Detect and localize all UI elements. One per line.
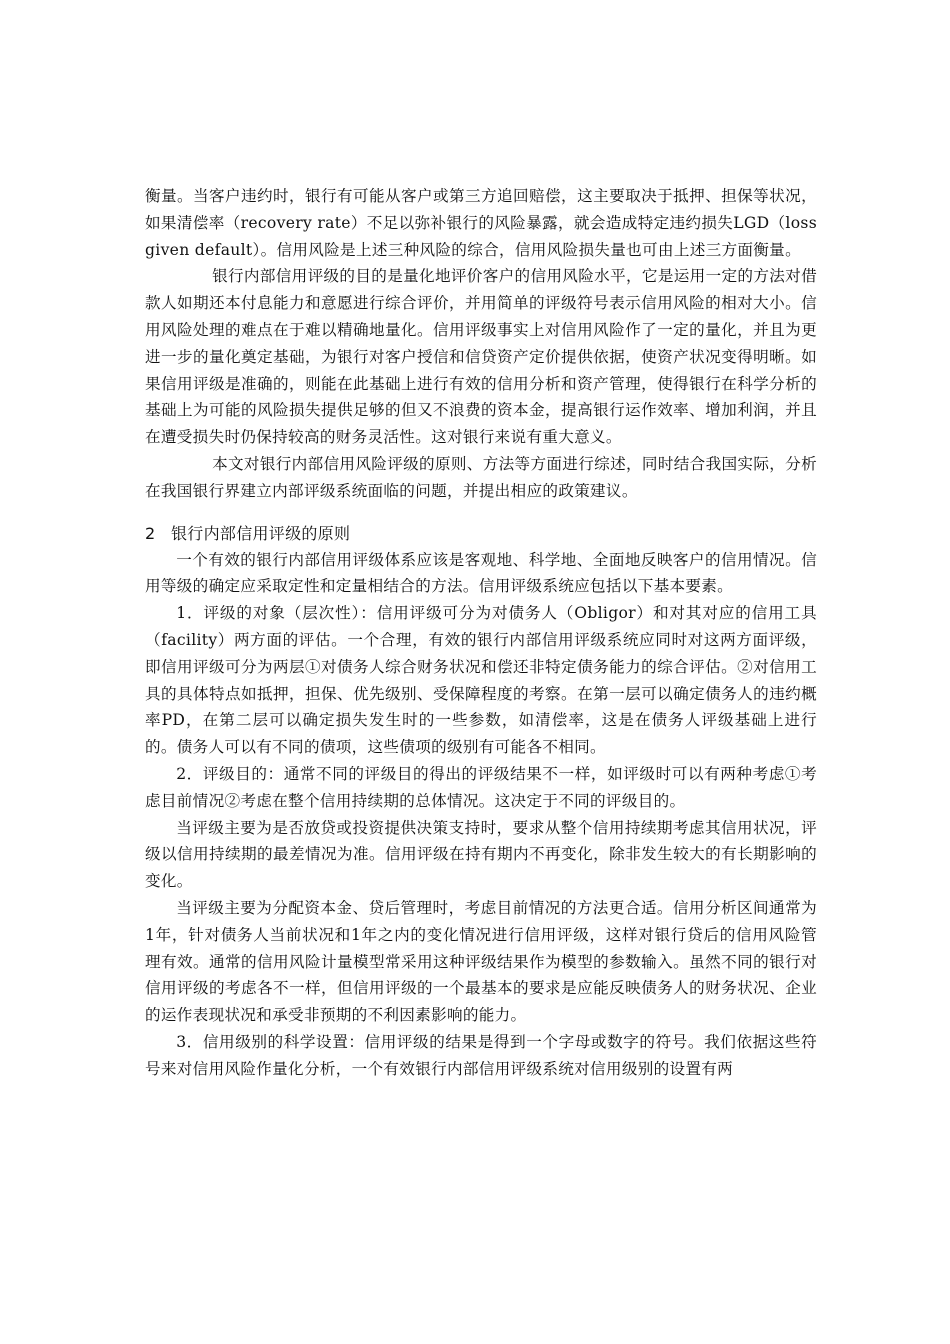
paragraph-intro-1: 衡量。当客户违约时，银行有可能从客户或第三方追回赔偿，这主要取决于抵押、担保等状况，如果清偿率（recovery rate）不足以弥补银行的风险暴露，就会造成特定违约损失LGD（loss given default）。信用风险是上述三种风险的综合，信用风险损失量也可由上述三方面衡量。 [145,187,817,259]
paragraph-section-6: 3．信用级别的科学设置：信用评级的结果是得到一个字母或数字的符号。我们依据这些符号来对信用风险作量化分析，一个有效银行内部信用评级系统对信用级别的设置有两 [145,1032,817,1078]
paragraph-section-3: 2．评级目的：通常不同的评级目的得出的评级结果不一样，如评级时可以有两种考虑①考虑目前情况②考虑在整个信用持续期的总体情况。这决定于不同的评级目的。 [145,764,817,810]
paragraph-intro-2: 银行内部信用评级的目的是量化地评价客户的信用风险水平，它是运用一定的方法对借款人如期还本付息能力和意愿进行综合评价，并用简单的评级符号表示信用风险的相对大小。信用风险处理的难点在于难以精确地量化。信用评级事实上对信用风险作了一定的量化，并且为更进一步的量化奠定基础，为银行对客户授信和信贷资产定价提供依据，使资产状况变得明晰。如果信用评级是准确的，则能在此基础上进行有效的信用分析和资产管理，使得银行在科学分析的基础上为可能的风险损失提供足够的但又不浪费的资本金，提高银行运作效率、增加利润，并且在遭受损失时仍保持较高的财务灵活性。这对银行来说有重大意义。 [145,267,817,447]
paragraph-section-5: 当评级主要为分配资本金、贷后管理时，考虑目前情况的方法更合适。信用分析区间通常为1年，针对债务人当前状况和1年之内的变化情况进行信用评级，这样对银行贷后的信用风险管理有效。通常的信用风险计量模型常采用这种评级结果作为模型的参数输入。虽然不同的银行对信用评级的考虑各不一样，但信用评级的一个最基本的要求是应能反映债务人的财务状况、企业的运作表现状况和承受非预期的不利因素影响的能力。 [145,898,817,1025]
section-number: 2 [145,523,156,543]
section-title: 银行内部信用评级的原则 [171,523,351,543]
section-heading [145,521,817,547]
document-body [145,183,817,1083]
paragraph-section-2: 1．评级的对象（层次性）：信用评级可分为对债务人（Obligor）和对其对应的信用工具（facility）两方面的评估。一个合理，有效的银行内部信用评级系统应同时对这两方面评级，即信用评级可分为两层①对债务人综合财务状况和偿还非特定债务能力的综合评估。②对信用工具的具体特点如抵押，担保、优先级别、受保障程度的考察。在第一层可以确定债务人的违约概率PD，在第二层可以确定损失发生时的一些参数，如清偿率，这是在债务人评级基础上进行的。债务人可以有不同的债项，这些债项的级别有可能各不相同。 [145,604,817,757]
paragraph-intro-3: 本文对银行内部信用风险评级的原则、方法等方面进行综述，同时结合我国实际，分析在我国银行界建立内部评级系统面临的问题，并提出相应的政策建议。 [145,454,817,500]
paragraph-section-4: 当评级主要为是否放贷或投资提供决策支持时，要求从整个信用持续期考虑其信用状况，评级以信用持续期的最差情况为准。信用评级在持有期内不再变化，除非发生较大的有长期影响的变化。 [145,818,817,891]
paragraph-section-1: 一个有效的银行内部信用评级体系应该是客观地、科学地、全面地反映客户的信用情况。信用等级的确定应采取定性和定量相结合的方法。信用评级系统应包括以下基本要素。 [145,550,817,596]
